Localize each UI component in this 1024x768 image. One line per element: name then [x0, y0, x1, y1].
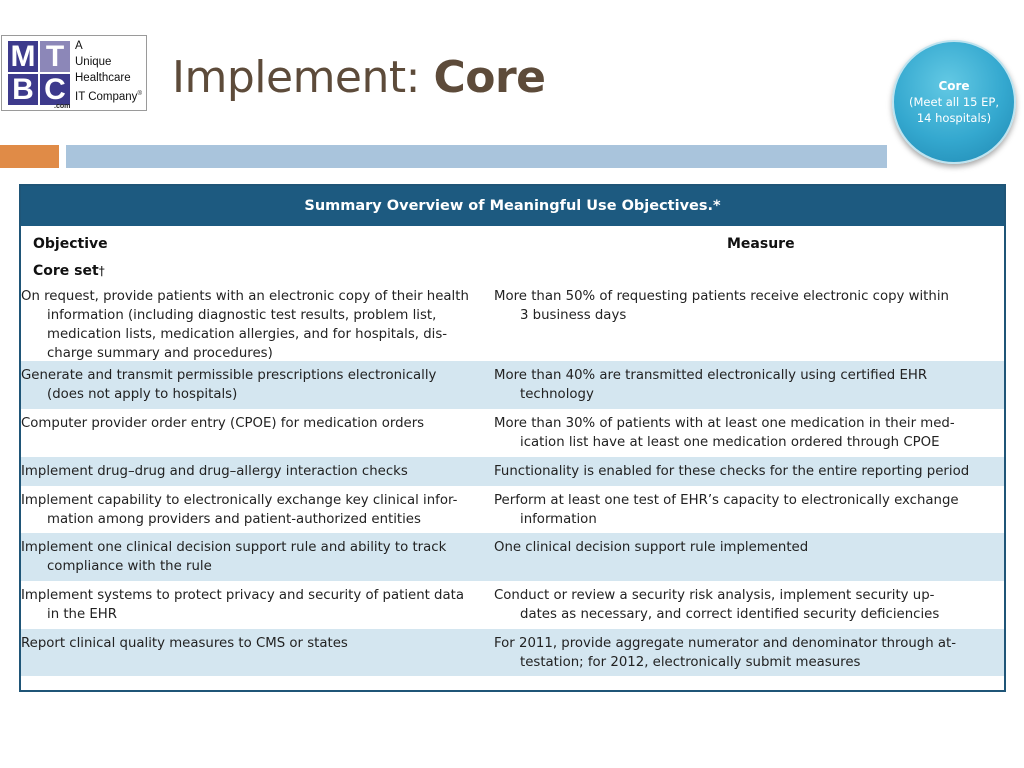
column-headers: [21, 226, 1004, 256]
core-badge-subtitle: (Meet all 15 EP, 14 hospitals): [909, 95, 999, 125]
objective-cell: Generate and transmit permissible prescriptions electronically (does not apply to hospitals): [21, 368, 437, 402]
logo-tagline-line: Unique: [75, 56, 112, 68]
dagger-footnote-mark: †: [98, 264, 105, 278]
accent-bar-orange: [0, 145, 59, 168]
logo-letter-b: B: [7, 73, 39, 106]
logo-tagline: [75, 38, 147, 105]
registered-mark: ®: [137, 91, 142, 97]
table-row: [21, 629, 1004, 676]
measure-cell: More than 50% of requesting patients receive electronic copy within 3 business days: [494, 289, 949, 323]
objective-cell: Computer provider order entry (CPOE) for medication orders: [21, 416, 425, 431]
table-row: [21, 486, 1004, 533]
table-row: [21, 457, 1004, 486]
objective-cell: On request, provide patients with an electronic copy of their health information (including diagnostic test results, problem list, medication lists, medication allergies, and for hospitals, dis- charge summary and procedures): [21, 289, 469, 361]
core-badge-title: Core: [938, 79, 970, 93]
table-heading: Summary Overview of Meaningful Use Objectives.*: [21, 186, 1004, 226]
objective-cell: Implement capability to electronically exchange key clinical infor- mation among providers and patient-authorized entities: [21, 493, 458, 527]
accent-bar-blue: [66, 145, 887, 168]
objective-cell: Report clinical quality measures to CMS or states: [21, 636, 348, 651]
table-row: [21, 533, 1004, 581]
logo-tagline-line: A: [75, 40, 83, 52]
logo-letter-m: M: [7, 40, 39, 73]
logo-tagline-line: Healthcare: [75, 72, 131, 84]
logo-tagline-line: [75, 86, 147, 105]
objective-cell: Implement systems to protect privacy and security of patient data in the EHR: [21, 588, 465, 622]
objectives-table: [19, 184, 1006, 692]
objective-cell: Implement drug–drug and drug–allergy interaction checks: [21, 464, 408, 479]
table-row: [21, 409, 1004, 457]
column-header-objective: Objective: [33, 236, 108, 252]
logo-tagline-last: IT Company: [75, 90, 138, 103]
section-label: [21, 256, 1004, 285]
objective-cell: Implement one clinical decision support rule and ability to track compliance with the rule: [21, 540, 447, 574]
slide-title: [172, 52, 546, 103]
slide-title-bold: Core: [433, 52, 546, 103]
measure-cell: More than 40% are transmitted electronically using certified EHR technology: [494, 368, 928, 402]
measure-cell: One clinical decision support rule implemented: [494, 540, 809, 555]
section-label-text: Core set: [33, 263, 99, 279]
measure-cell: Functionality is enabled for these checks for the entire reporting period: [494, 464, 970, 479]
company-logo: [1, 35, 147, 111]
measure-cell: More than 30% of patients with at least one medication in their med- ication list have at least one medication ordered through CPOE: [494, 416, 955, 450]
measure-cell: Perform at least one test of EHR’s capacity to electronically exchange information: [494, 493, 959, 527]
table-row: [21, 581, 1004, 629]
table-row: [21, 361, 1004, 409]
column-header-measure: Measure: [727, 236, 795, 252]
logo-letter-c: C: [39, 73, 71, 106]
core-badge: [892, 40, 1016, 164]
measure-cell: Conduct or review a security risk analysis, implement security up- dates as necessary, and correct identified security deficiencies: [494, 588, 940, 622]
logo-letter-t: T: [39, 40, 71, 73]
slide-title-regular: Implement:: [172, 52, 434, 103]
measure-cell: For 2011, provide aggregate numerator and denominator through at- testation; for 2012, electronically submit measures: [494, 636, 957, 670]
logo-dotcom: .com: [54, 103, 71, 110]
table-row: [21, 285, 1004, 361]
logo-mark: [7, 40, 71, 106]
